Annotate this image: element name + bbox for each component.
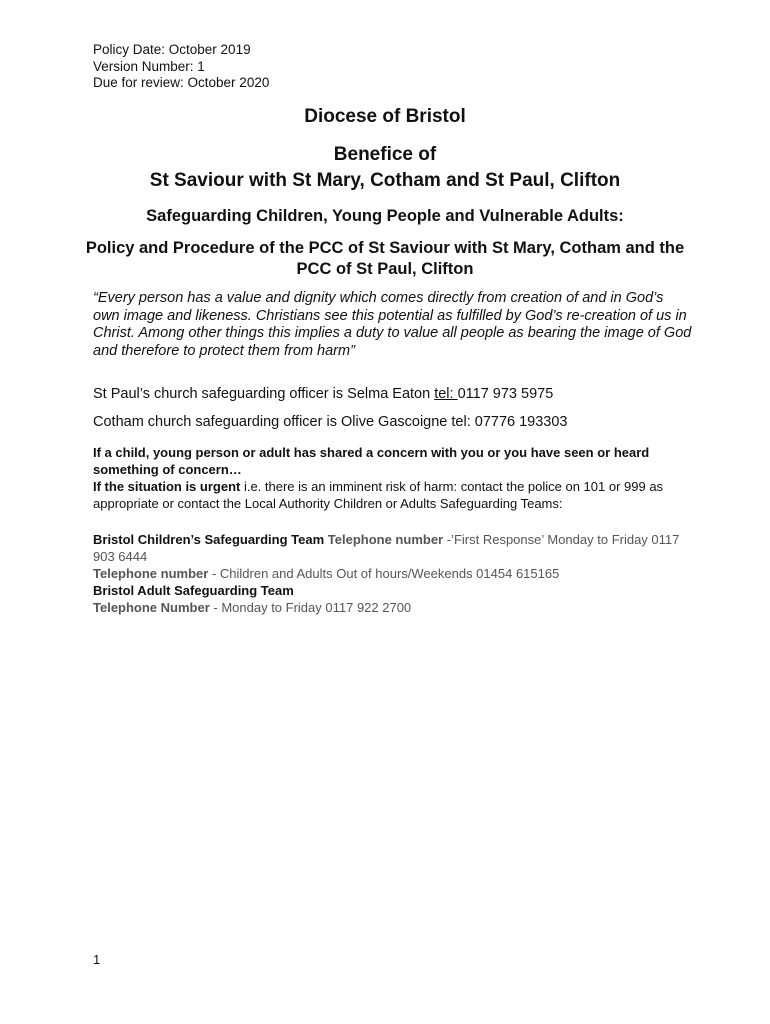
review-date: Due for review: October 2020 bbox=[93, 75, 270, 90]
document-meta bbox=[93, 42, 269, 92]
adult-tel-line bbox=[93, 599, 693, 616]
concern-heading bbox=[93, 444, 703, 478]
version-number: Version Number: 1 bbox=[93, 58, 205, 74]
urgent-text: i.e. there is an imminent risk of harm: contact the police on 101 or 999 as appropriate or contact the Local Authority Children or Adults Safeguarding Teams: bbox=[93, 479, 664, 511]
adult-tel-text: - Monday to Friday 0117 922 2700 bbox=[209, 600, 412, 615]
children-team-name: Bristol Children’s Safeguarding Team bbox=[93, 532, 325, 547]
ooh-tel-text: - Children and Adults Out of hours/Weekends 01454 615165 bbox=[208, 566, 560, 581]
adult-tel-label: Telephone Number bbox=[93, 600, 210, 615]
diocese-title: Diocese of Bristol bbox=[304, 106, 466, 127]
concern-section bbox=[93, 444, 703, 512]
children-team-line bbox=[93, 531, 693, 565]
st-pauls-officer bbox=[93, 386, 553, 402]
benefice-name: St Saviour with St Mary, Cotham and St Paul, Clifton bbox=[149, 170, 621, 191]
adult-team-line bbox=[93, 582, 693, 599]
urgent-paragraph bbox=[93, 478, 703, 512]
out-of-hours-line bbox=[93, 565, 693, 582]
children-tel-text: -’First Response’ Monday to Friday 0117 903 6444 bbox=[93, 532, 680, 564]
concern-heading-text: If a child, young person or adult has shared a concern with you or you have seen or heard something of concern… bbox=[93, 445, 650, 477]
st-pauls-officer-text: St Paul’s church safeguarding officer is Selma Eaton bbox=[93, 386, 435, 402]
page-number: 1 bbox=[93, 952, 101, 967]
dignity-quote: “Every person has a value and dignity which comes directly from creation of and in God’s own image and likeness. Christians see this potential as fulfilled by God’s re-creation of us in Christ. Among other things this implies a duty to value all people as bearing the image of God and therefore to protect them from harm” bbox=[93, 290, 692, 359]
policy-date: Policy Date: October 2019 bbox=[93, 42, 251, 57]
safeguarding-heading: Safeguarding Children, Young People and Vulnerable Adults: bbox=[146, 207, 624, 225]
contacts-section bbox=[93, 531, 693, 616]
cotham-officer: Cotham church safeguarding officer is Olive Gascoigne tel: 07776 193303 bbox=[93, 414, 568, 430]
children-tel-label: Telephone number bbox=[327, 532, 444, 547]
urgent-label: If the situation is urgent bbox=[93, 479, 241, 494]
ooh-tel-label: Telephone number bbox=[93, 566, 209, 581]
adult-team-name: Bristol Adult Safeguarding Team bbox=[93, 583, 294, 598]
st-pauls-tel: 0117 973 5975 bbox=[457, 386, 554, 402]
st-pauls-tel-label: tel: bbox=[434, 386, 458, 402]
policy-heading: Policy and Procedure of the PCC of St Saviour with St Mary, Cotham and the PCC of St Paul, Clifton bbox=[85, 239, 685, 278]
benefice-title: Benefice of bbox=[333, 144, 437, 165]
